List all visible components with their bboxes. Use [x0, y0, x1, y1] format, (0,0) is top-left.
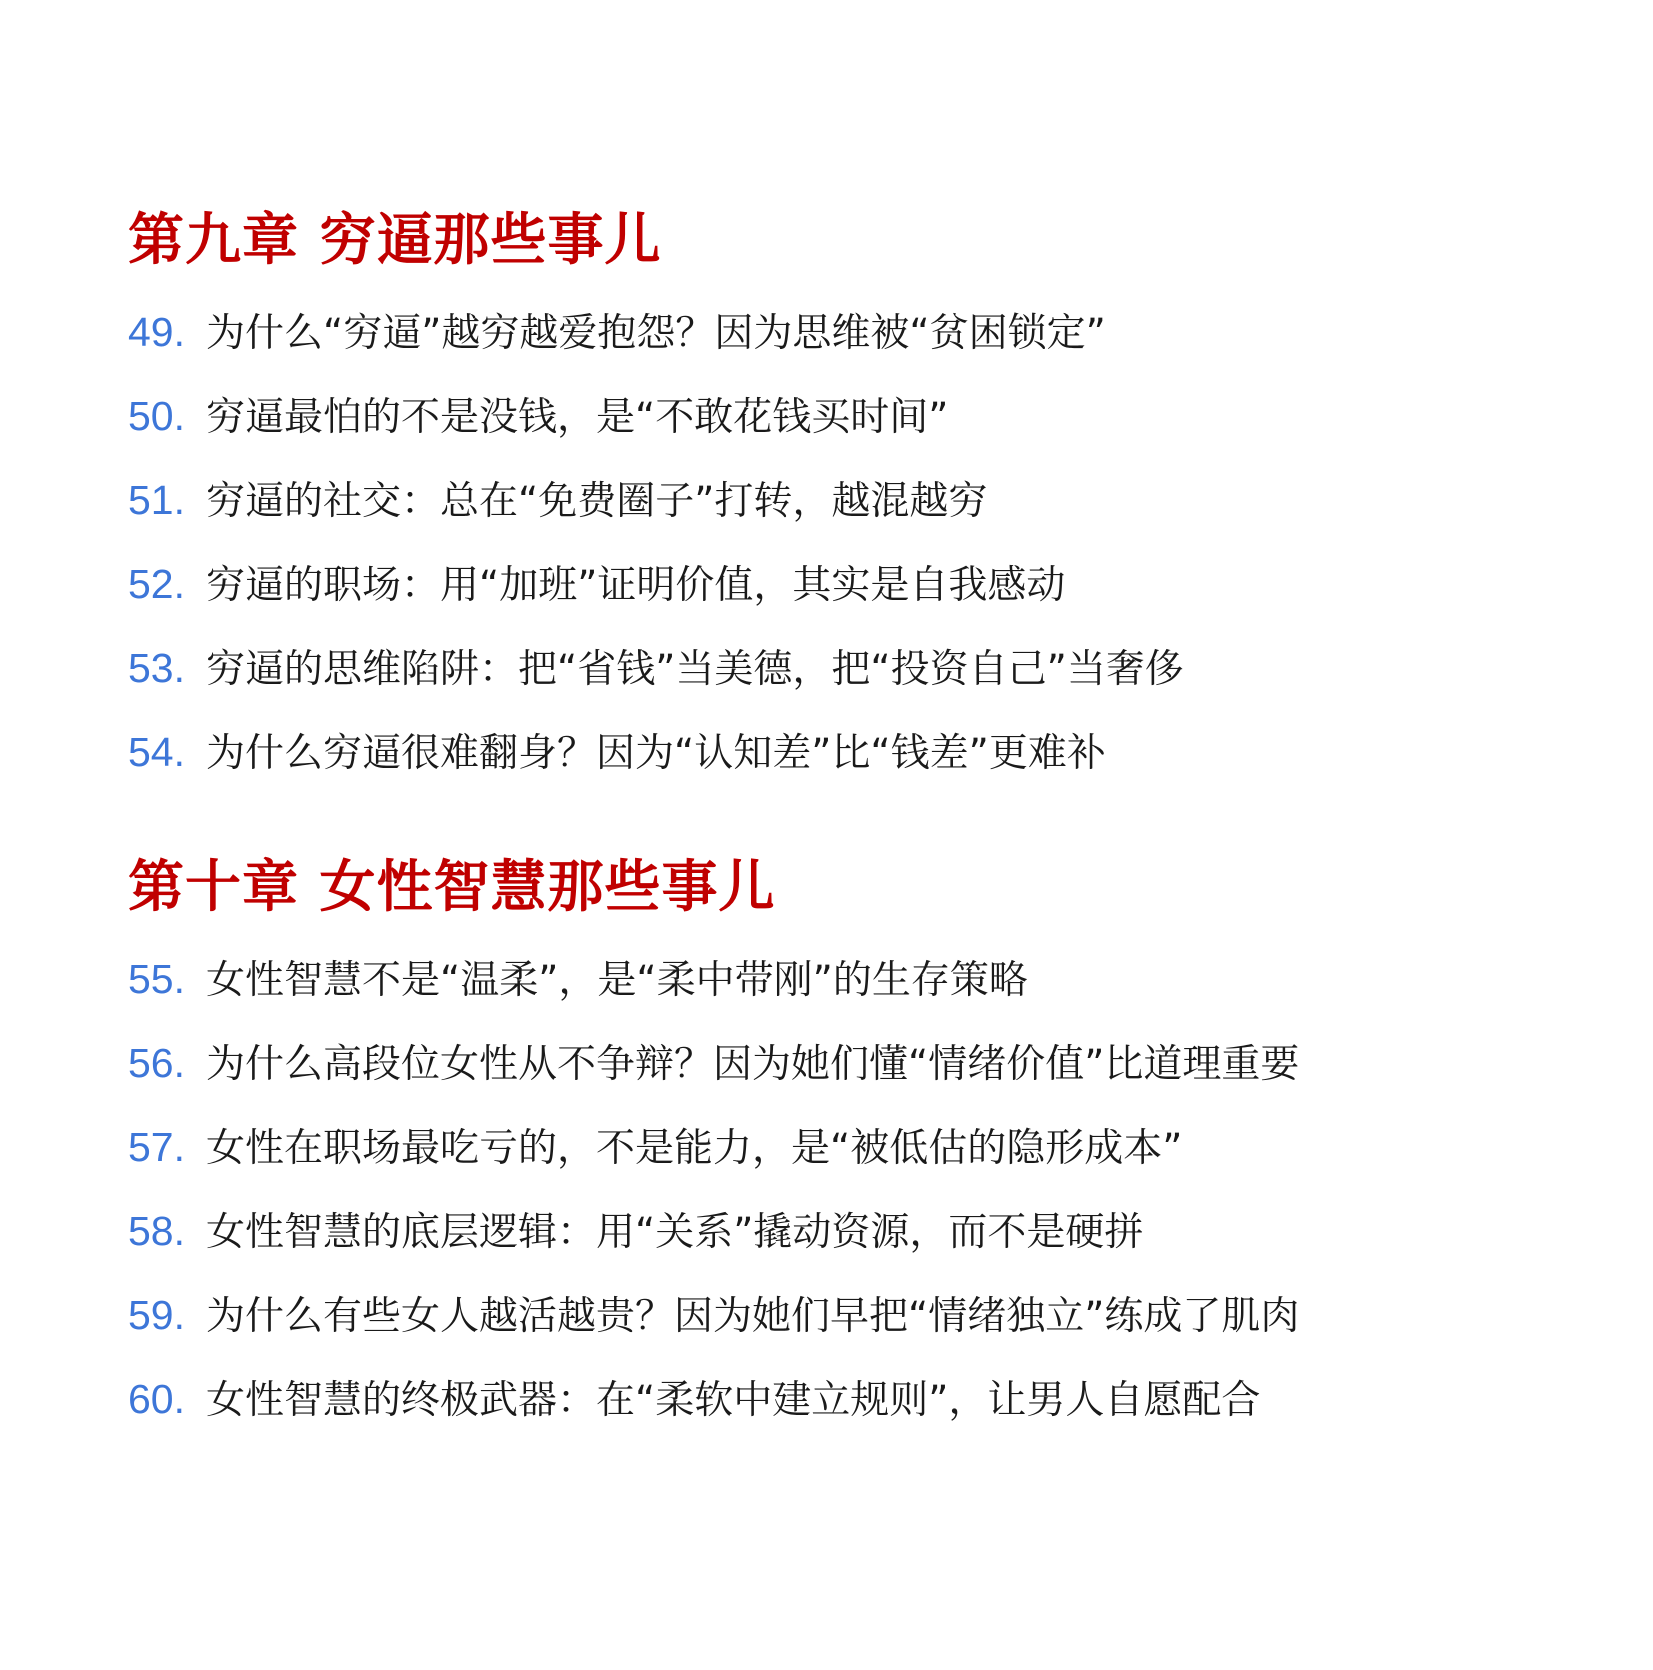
list-item: [128, 1203, 1299, 1287]
item-text: 穷逼最怕的不是没钱，是“不敢花钱买时间”: [206, 395, 949, 440]
chapter-title: 第十章 女性智慧那些事儿: [128, 855, 776, 920]
item-text: 为什么有些女人越活越贵？因为她们早把“情绪独立”练成了肌肉: [206, 1294, 1300, 1339]
item-text: 穷逼的社交：总在“免费圈子”打转，越混越穷: [206, 479, 988, 524]
item-number: 49.: [128, 309, 185, 355]
list-item: [128, 556, 1184, 640]
list-item: [128, 1119, 1299, 1203]
chapter-9-section: [128, 205, 1588, 776]
item-text: 为什么穷逼很难翻身？因为“认知差”比“钱差”更难补: [206, 731, 1106, 776]
item-number: 59.: [128, 1292, 185, 1338]
chapter-item-list: [128, 304, 1184, 808]
item-text: 穷逼的思维陷阱：把“省钱”当美德，把“投资自己”当奢侈: [206, 647, 1184, 692]
chapter-title: 第九章 穷逼那些事儿: [128, 208, 662, 273]
item-text: 穷逼的职场：用“加班”证明价值，其实是自我感动: [206, 563, 1066, 608]
list-item: [128, 640, 1184, 724]
item-text: 女性智慧的终极武器：在“柔软中建立规则”，让男人自愿配合: [206, 1378, 1261, 1423]
item-number: 54.: [128, 729, 185, 775]
item-number: 58.: [128, 1208, 185, 1254]
item-text: 为什么高段位女性从不争辩？因为她们懂“情绪价值”比道理重要: [206, 1042, 1300, 1087]
list-item: [128, 951, 1299, 1035]
list-item: [128, 304, 1184, 388]
chapter-10-section: [128, 852, 1588, 1423]
item-number: 51.: [128, 477, 185, 523]
list-item: [128, 724, 1184, 808]
item-number: 55.: [128, 956, 185, 1002]
item-number: 53.: [128, 645, 185, 691]
item-number: 56.: [128, 1040, 185, 1086]
item-text: 为什么“穷逼”越穷越爱抱怨？因为思维被“贫困锁定”: [206, 311, 1106, 356]
chapter-item-list: [128, 951, 1299, 1455]
list-item: [128, 1287, 1299, 1371]
list-item: [128, 472, 1184, 556]
item-number: 52.: [128, 561, 185, 607]
item-text: 女性智慧不是“温柔”，是“柔中带刚”的生存策略: [206, 958, 1028, 1003]
list-item: [128, 1035, 1299, 1119]
list-item: [128, 1371, 1299, 1455]
item-text: 女性在职场最吃亏的，不是能力，是“被低估的隐形成本”: [206, 1126, 1183, 1171]
item-number: 60.: [128, 1376, 185, 1422]
item-text: 女性智慧的底层逻辑：用“关系”撬动资源，而不是硬拼: [206, 1210, 1144, 1255]
item-number: 50.: [128, 393, 185, 439]
list-item: [128, 388, 1184, 472]
item-number: 57.: [128, 1124, 185, 1170]
